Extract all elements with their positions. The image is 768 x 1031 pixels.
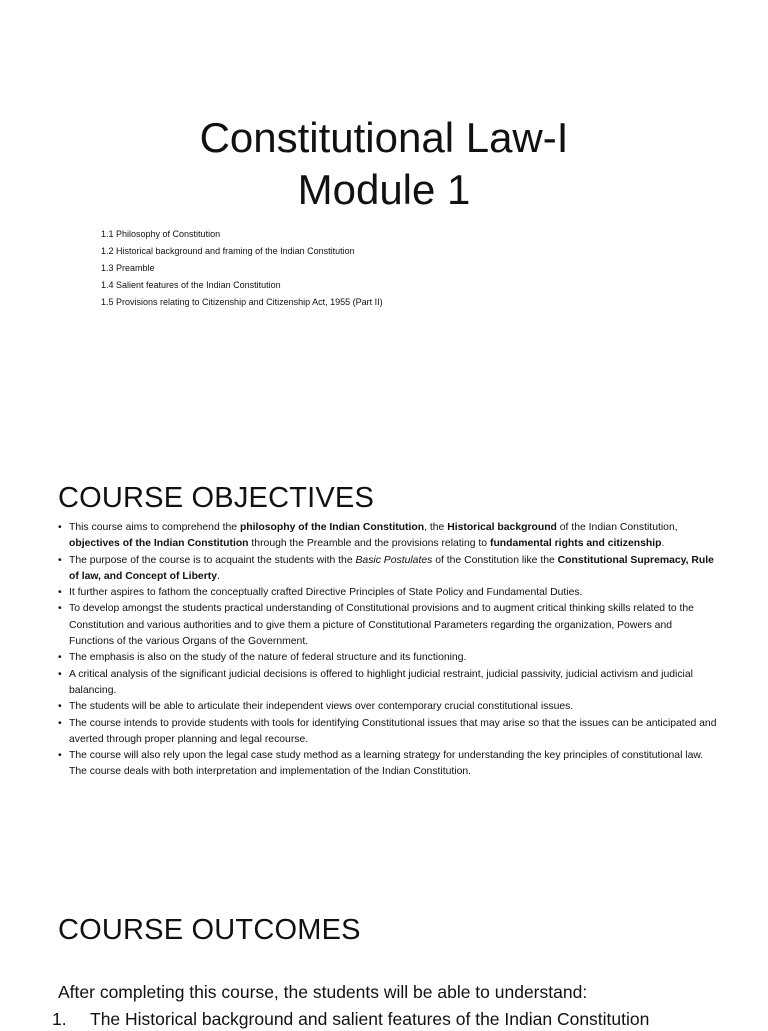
objective-bold-text: Constitutional Supremacy, Rule of law, and Concept of Liberty	[69, 554, 714, 582]
topic-item: 1.5 Provisions relating to Citizenship and Citizenship Act, 1955 (Part II)	[101, 297, 383, 307]
topic-item: 1.1 Philosophy of Constitution	[101, 229, 221, 239]
course-objectives-heading: COURSE OBJECTIVES	[58, 482, 375, 514]
objective-item	[58, 650, 718, 666]
course-outcomes-intro: After completing this course, the students will be able to understand:	[58, 982, 588, 1002]
objective-text: The course intends to provide students with tools for identifying Constitutional issues that may arise so that the issues can be anticipated and averted through proper planning and legal recourse.	[69, 717, 717, 745]
objective-italic-text: Basic Postulates	[355, 554, 433, 566]
objective-text: The emphasis is also on the study of the nature of federal structure and its functioning.	[69, 652, 467, 664]
slide-title	[0, 112, 768, 216]
objective-text: The course will also rely upon the legal case study method as a learning strategy for understanding the key principles of constitutional law. The course deals with both interpretation and implementation of the Indian Constitution.	[69, 750, 704, 778]
objective-item	[58, 520, 718, 553]
objective-item	[58, 716, 718, 749]
objective-item	[58, 699, 718, 715]
outcome-item	[52, 1007, 752, 1031]
course-outcomes-list	[52, 1007, 752, 1031]
title-line-1: Constitutional Law-I	[199, 114, 569, 161]
objective-text: To develop amongst the students practical understanding of Constitutional provisions and to augment critical thinking skills related to the Constitution and various authorities and to give them a picture of Constitutional Parameters regarding the organization, Powers and Functions of the various Organs of the Government.	[69, 603, 694, 648]
objective-text: of the Constitution like the	[432, 554, 558, 566]
objective-text: .	[216, 570, 220, 582]
course-objectives-list	[58, 520, 718, 781]
objective-text: , the	[424, 522, 448, 533]
title-line-2: Module 1	[297, 166, 471, 213]
objective-text: of the Indian Constitution,	[556, 522, 678, 533]
objective-text: through the Preamble and the provisions relating to	[248, 538, 490, 550]
objective-text: A critical analysis of the significant judicial decisions is offered to highlight judicial restraint, judicial passivity, judicial activism and judicial balancing.	[69, 668, 693, 696]
objective-text: The students will be able to articulate their independent views over contemporary crucial constitutional issues.	[69, 701, 574, 713]
objective-text: It further aspires to fathom the conceptually crafted Directive Principles of State Policy and Fundamental Duties.	[69, 587, 583, 599]
objective-item	[58, 601, 718, 650]
objective-bold-text: fundamental rights and citizenship	[489, 538, 662, 550]
module-topics-list	[101, 226, 661, 311]
outcome-text: The Historical background and salient features of the Indian Constitution	[90, 1009, 650, 1029]
objective-item	[58, 553, 718, 586]
objective-item	[58, 748, 718, 781]
topic-item: 1.3 Preamble	[101, 263, 155, 273]
course-outcomes-heading: COURSE OUTCOMES	[58, 914, 361, 946]
topic-item: 1.4 Salient features of the Indian Constitution	[101, 280, 281, 290]
objective-bold-text: objectives of the Indian Constitution	[69, 538, 249, 550]
objective-item	[58, 585, 718, 601]
objective-text: .	[661, 538, 665, 550]
objective-bold-text: philosophy of the Indian Constitution	[239, 522, 425, 533]
objective-text: The purpose of the course is to acquaint the students with the	[69, 554, 356, 566]
objective-bold-text: Historical background	[447, 522, 557, 533]
outcome-number: 1.	[52, 1009, 67, 1029]
topic-item: 1.2 Historical background and framing of the Indian Constitution	[101, 246, 355, 256]
objective-text: This course aims to comprehend the	[69, 522, 240, 533]
objective-item	[58, 667, 718, 700]
